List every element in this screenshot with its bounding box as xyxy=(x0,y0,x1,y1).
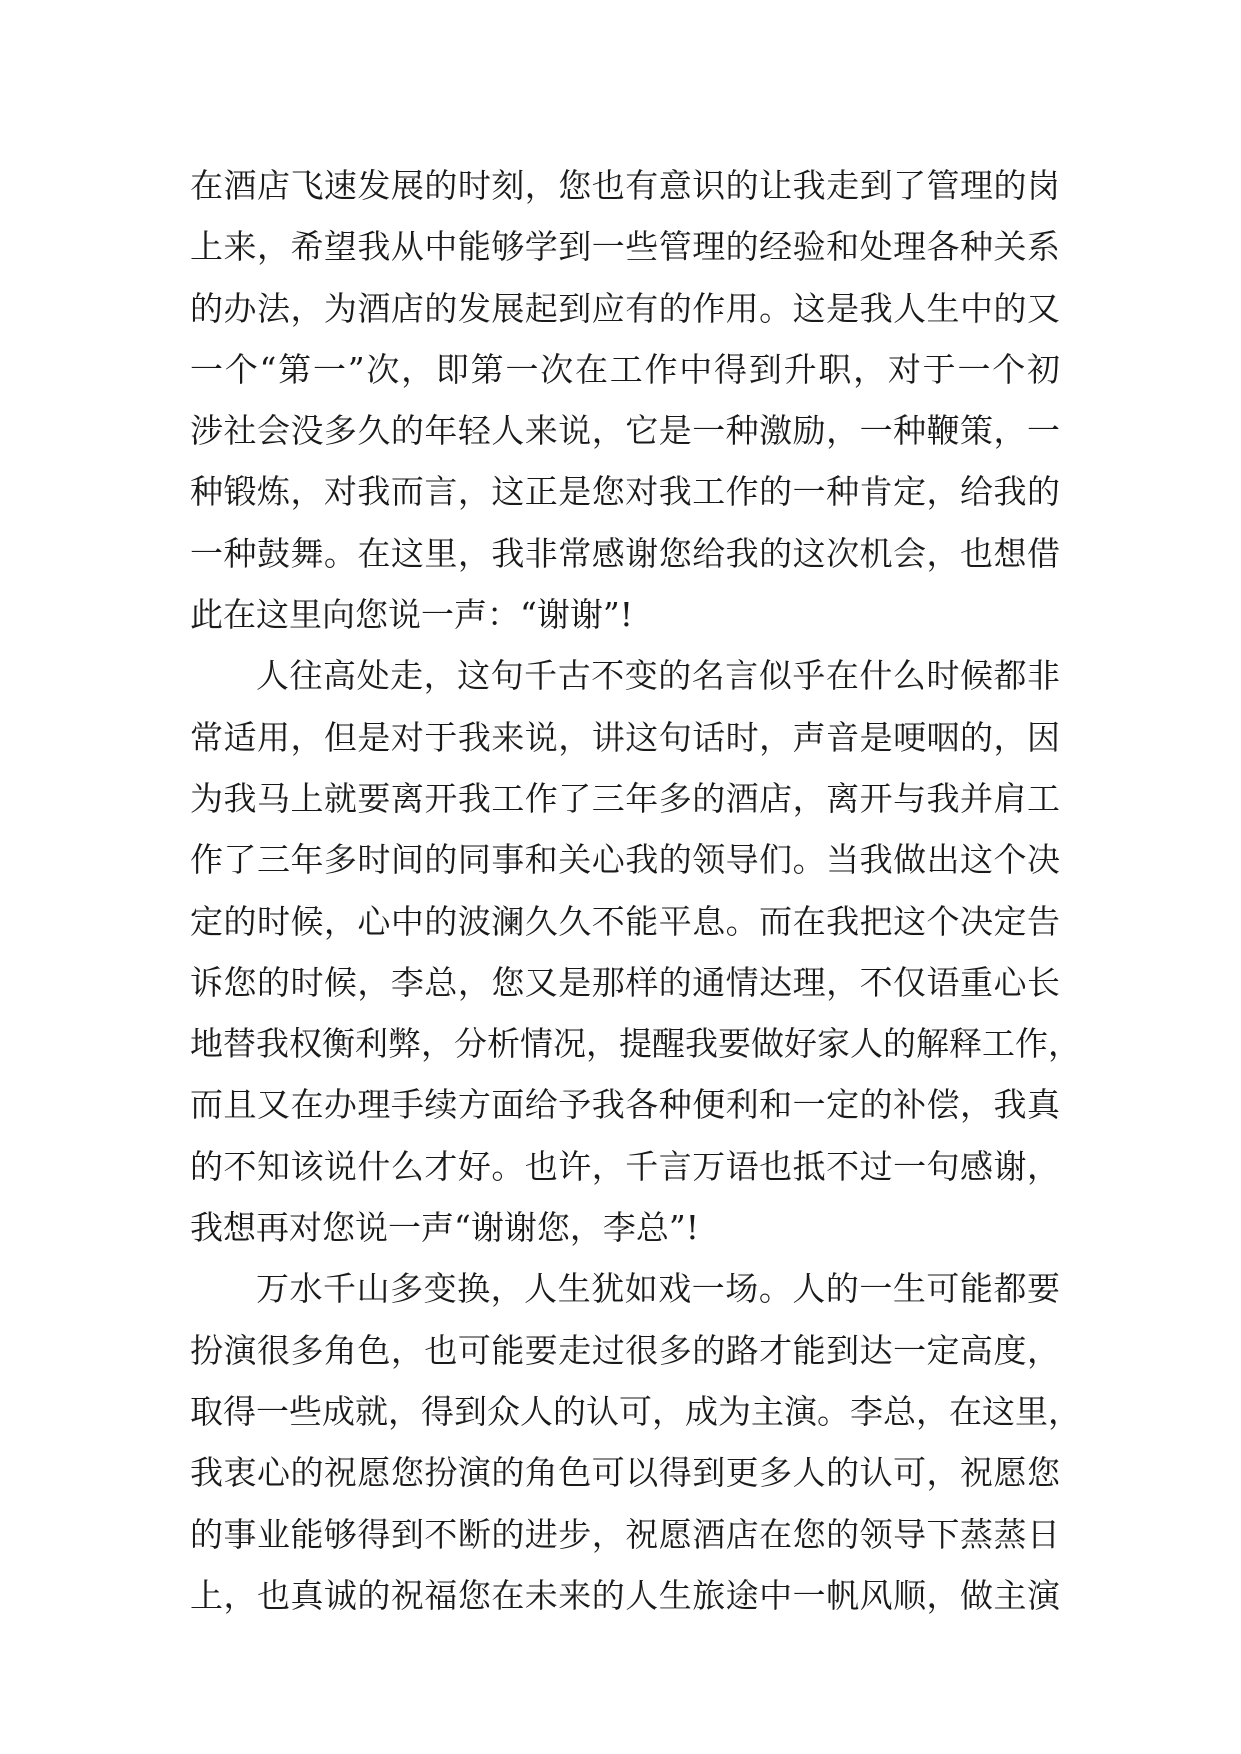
text-line: 此在这里向您说一声：“谢谢”! xyxy=(190,595,634,635)
document-body xyxy=(190,155,1081,1626)
text-line: 为我马上就要离开我工作了三年多的酒店，离开与我并肩工 xyxy=(190,778,1060,818)
paragraph-2 xyxy=(190,645,1081,1258)
text-line: 万水千山多变换，人生犹如戏一场。人的一生可能都要 xyxy=(256,1269,1060,1309)
text-line: 诉您的时候，李总，您又是那样的通情达理，不仅语重心长 xyxy=(190,962,1060,1002)
text-line: 我衷心的祝愿您扮演的角色可以得到更多人的认可，祝愿您 xyxy=(190,1453,1060,1493)
text-line: 定的时候，心中的波澜久久不能平息。而在我把这个决定告 xyxy=(190,901,1060,941)
text-line: 种锻炼，对我而言，这正是您对我工作的一种肯定，给我的 xyxy=(190,472,1060,512)
text-line: 的不知该说什么才好。也许，千言万语也抵不过一句感谢， xyxy=(190,1146,1060,1186)
paragraph-3 xyxy=(190,1258,1081,1626)
text-line: 扮演很多角色，也可能要走过很多的路才能到达一定高度， xyxy=(190,1330,1060,1370)
text-line: 的办法，为酒店的发展起到应有的作用。这是我人生中的又 xyxy=(190,288,1060,328)
text-line: 作了三年多时间的同事和关心我的领导们。当我做出这个决 xyxy=(190,840,1060,880)
text-line: 而且又在办理手续方面给予我各种便利和一定的补偿，我真 xyxy=(190,1085,1060,1125)
text-line: 在酒店飞速发展的时刻，您也有意识的让我走到了管理的岗 xyxy=(190,166,1060,205)
paragraph-1 xyxy=(190,155,1060,645)
text-line: 一种鼓舞。在这里，我非常感谢您给我的这次机会，也想借 xyxy=(190,533,1060,573)
text-line: 上来，希望我从中能够学到一些管理的经验和处理各种关系 xyxy=(190,227,1060,267)
text-line: 人往高处走，这句千古不变的名言似乎在什么时候都非 xyxy=(256,656,1060,696)
text-line: 一个“第一”次，即第一次在工作中得到升职，对于一个初 xyxy=(190,349,1060,389)
text-line: 涉社会没多久的年轻人来说，它是一种激励，一种鞭策，一 xyxy=(190,411,1060,451)
text-line: 我想再对您说一声“谢谢您，李总”! xyxy=(190,1208,700,1248)
text-line: 的事业能够得到不断的进步，祝愿酒店在您的领导下蒸蒸日 xyxy=(190,1514,1060,1554)
text-line: 上，也真诚的祝福您在未来的人生旅途中一帆风顺，做主演 xyxy=(190,1575,1060,1615)
text-line: 地替我权衡利弊，分析情况，提醒我要做好家人的解释工作， xyxy=(190,1024,1081,1064)
text-line: 常适用，但是对于我来说，讲这句话时，声音是哽咽的，因 xyxy=(190,717,1060,757)
text-line: 取得一些成就，得到众人的认可，成为主演。李总，在这里， xyxy=(190,1391,1081,1431)
